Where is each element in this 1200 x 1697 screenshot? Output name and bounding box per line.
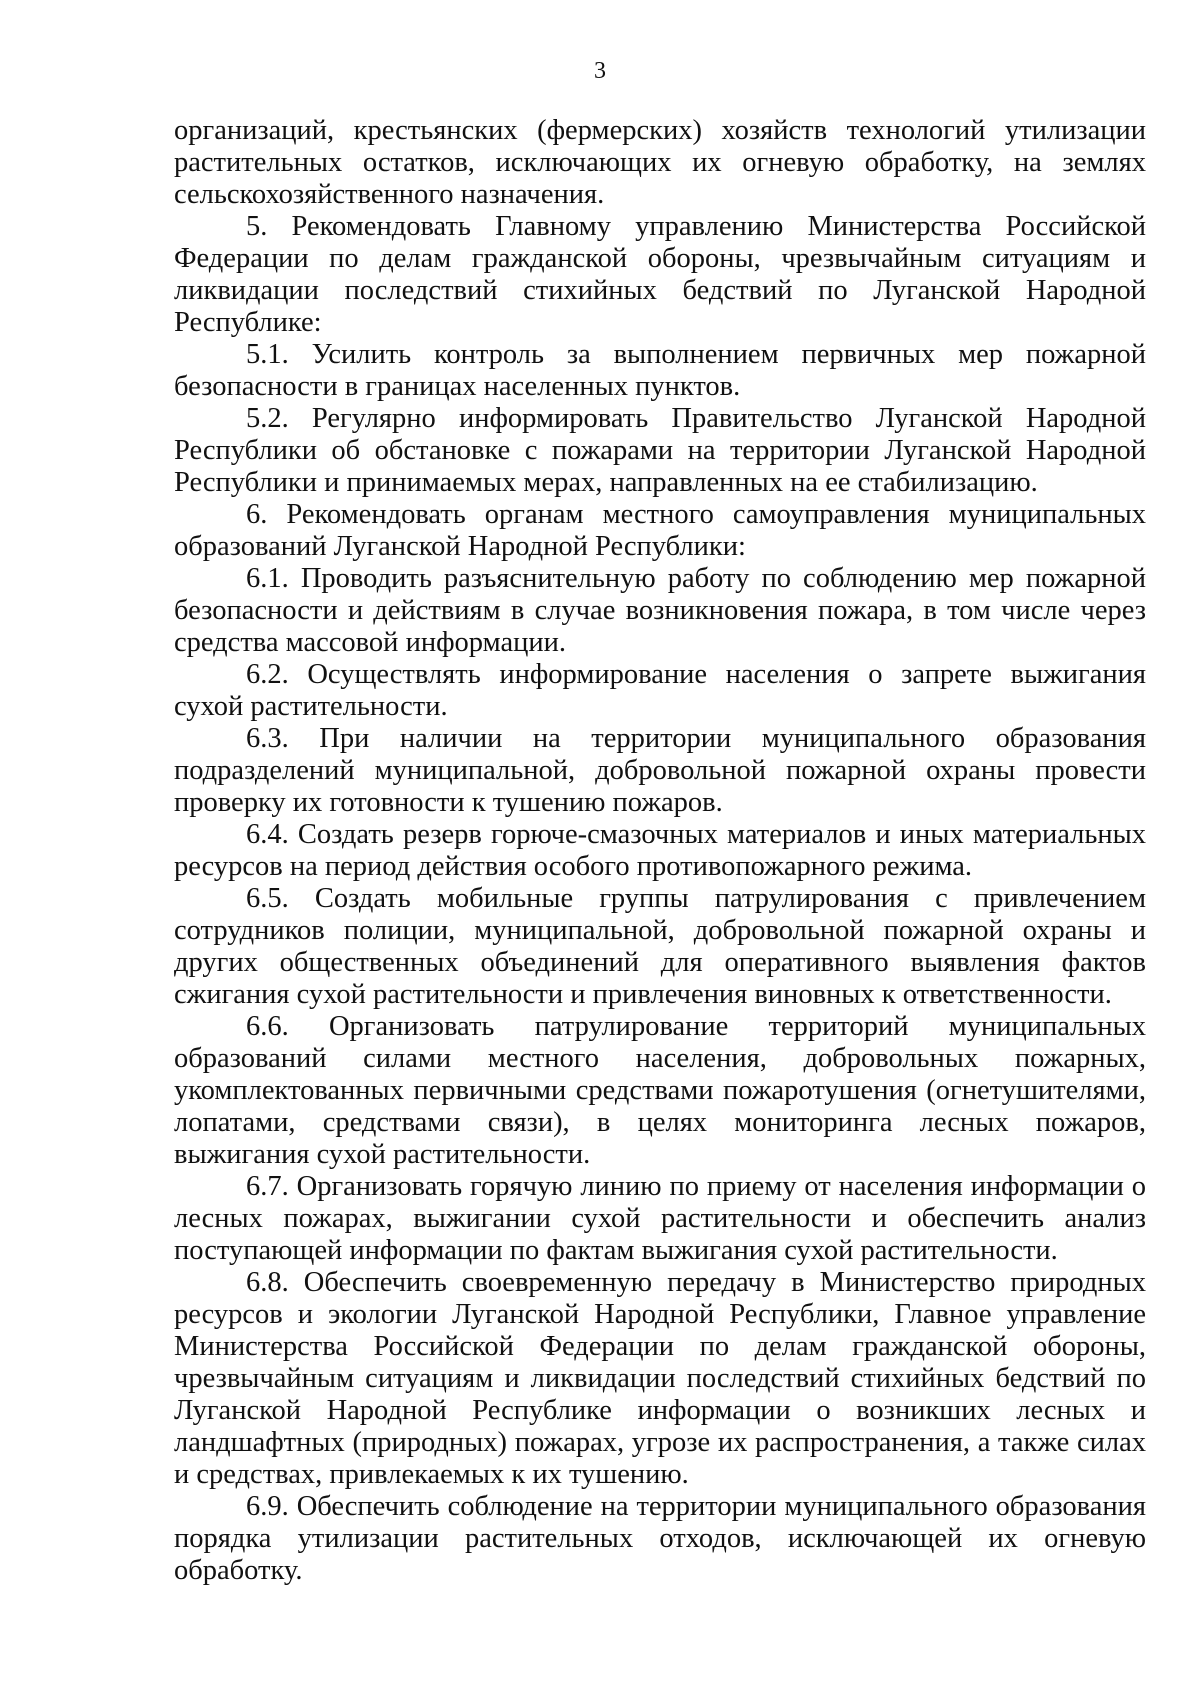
paragraph-item-5: 5. Рекомендовать Главному управлению Министерства Российской Федерации по делам гражданской обороны, чрезвычайным ситуациям и ликвидации последствий стихийных бедствий по Луганской Народной Республике: bbox=[174, 211, 1146, 338]
paragraph-item-6-2: 6.2. Осуществлять информирование населения о запрете выжигания сухой растительности. bbox=[174, 659, 1146, 722]
paragraph-item-6: 6. Рекомендовать органам местного самоуправления муниципальных образований Луганской Народной Республики: bbox=[174, 499, 1146, 562]
paragraph-continuation: организаций, крестьянских (фермерских) хозяйств технологий утилизации растительных остатков, исключающих их огневую обработку, на землях сельскохозяйственного назначения. bbox=[174, 115, 1146, 210]
paragraph-item-6-1: 6.1. Проводить разъяснительную работу по соблюдению мер пожарной безопасности и действиям в случае возникновения пожара, в том числе через средства массовой информации. bbox=[174, 563, 1146, 658]
paragraph-item-6-9: 6.9. Обеспечить соблюдение на территории муниципального образования порядка утилизации растительных отходов, исключающей их огневую обработку. bbox=[174, 1491, 1146, 1586]
paragraph-item-6-4: 6.4. Создать резерв горюче-смазочных материалов и иных материальных ресурсов на период действия особого противопожарного режима. bbox=[174, 819, 1146, 882]
paragraph-item-6-8: 6.8. Обеспечить своевременную передачу в Министерство природных ресурсов и экологии Луганской Народной Республики, Главное управление Министерства Российской Федерации по делам гражданской обороны, чрезвычайным ситуациям и ликвидации последствий стихийных бедствий по Луганской Народной Республике информации о возникших лесных и ландшафтных (природных) пожарах, угрозе их распространения, а также силах и средствах, привлекаемых к их тушению. bbox=[174, 1267, 1146, 1490]
paragraph-item-6-5: 6.5. Создать мобильные группы патрулирования с привлечением сотрудников полиции, муниципальной, добровольной пожарной охраны и других общественных объединений для оперативного выявления фактов сжигания сухой растительности и привлечения виновных к ответственности. bbox=[174, 883, 1146, 1010]
paragraph-item-5-2: 5.2. Регулярно информировать Правительство Луганской Народной Республики об обстановке с пожарами на территории Луганской Народной Республики и принимаемых мерах, направленных на ее стабилизацию. bbox=[174, 403, 1146, 498]
paragraph-item-6-7: 6.7. Организовать горячую линию по приему от населения информации о лесных пожарах, выжигании сухой растительности и обеспечить анализ поступающей информации по фактам выжигания сухой растительности. bbox=[174, 1171, 1146, 1266]
document-body bbox=[174, 115, 1146, 1587]
paragraph-item-5-1: 5.1. Усилить контроль за выполнением первичных мер пожарной безопасности в границах населенных пунктов. bbox=[174, 339, 1146, 402]
paragraph-item-6-3: 6.3. При наличии на территории муниципального образования подразделений муниципальной, добровольной пожарной охраны провести проверку их готовности к тушению пожаров. bbox=[174, 723, 1146, 818]
paragraph-item-6-6: 6.6. Организовать патрулирование территорий муниципальных образований силами местного населения, добровольных пожарных, укомплектованных первичными средствами пожаротушения (огнетушителями, лопатами, средствами связи), в целях мониторинга лесных пожаров, выжигания сухой растительности. bbox=[174, 1011, 1146, 1170]
page-number: 3 bbox=[594, 58, 606, 84]
